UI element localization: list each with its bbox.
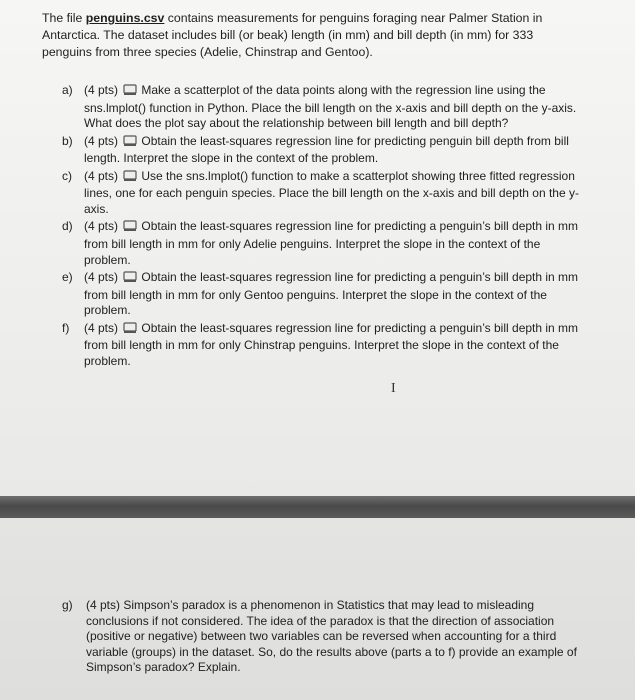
text-cursor-icon: I [391, 381, 396, 396]
question-text: Obtain the least-squares regression line for predicting penguin bill depth from bill length. Interpret the slope in the context of the problem. [84, 133, 569, 166]
question-text: Obtain the least-squares regression line for predicting a penguin’s bill depth in mm from bill length in mm for only Adelie penguins. Interpret the slope in the context of the problem. [84, 219, 579, 267]
question-points: (4 pts) [84, 270, 119, 285]
intro-text-after: contains measurements for penguins foraging near Palmer Station in Antarctica. The dataset includes bill (or beak) length (in mm) and bill depth (in mm) for 333 penguins from three species (Adelie, Chinstrap and Gentoo). [42, 11, 543, 59]
question-g [62, 598, 582, 676]
comment-icon[interactable] [123, 170, 137, 187]
question-body [84, 270, 587, 319]
comment-icon[interactable] [123, 271, 137, 288]
comment-icon[interactable] [123, 135, 137, 152]
question-letter: d) [62, 219, 73, 234]
question-d [62, 219, 587, 268]
intro-text-before: The file [42, 11, 86, 25]
question-b [62, 134, 587, 167]
comment-icon[interactable] [123, 220, 137, 237]
question-text: (4 pts) Simpson’s paradox is a phenomenon in Statistics that may lead to misleading conclusions if not considered. The idea of the paradox is that the direction of association (positive or negative) between two variables can be reversed when accounting for a third variable (groups) in the dataset. So, do the results above (parts a to f) provide an example of Simpson’s paradox? Explain. [86, 598, 577, 675]
question-body [84, 134, 587, 167]
question-body [84, 219, 587, 268]
question-text: Use the sns.lmplot() function to make a scatterplot showing three fitted regression lines, one for each penguin species. Place the bill length on the x-axis and bill depth on the y-axis. [84, 168, 579, 216]
question-a [62, 83, 587, 132]
question-points: (4 pts) [84, 219, 119, 234]
filename-link[interactable]: penguins.csv [85, 11, 165, 25]
question-points: (4 pts) [84, 133, 119, 148]
question-body [84, 83, 587, 132]
question-body [84, 169, 587, 218]
question-text: Make a scatterplot of the data points along with the regression line using the sns.lmplot() function in Python. Place the bill length on the x-axis and bill depth on the y-axis. What does the plot say about the relationship between bill length and bill depth? [84, 83, 577, 131]
question-list [62, 83, 587, 371]
question-text: Obtain the least-squares regression line for predicting a penguin’s bill depth in mm from bill length in mm for only Gentoo penguins. Interpret the slope in the context of the problem. [84, 270, 579, 318]
question-letter: e) [62, 270, 73, 285]
question-text: Obtain the least-squares regression line for predicting a penguin’s bill depth in mm from bill length in mm for only Chinstrap penguins. Interpret the slope in the context of the problem. [84, 320, 579, 368]
question-letter: c) [62, 168, 72, 183]
intro-paragraph [42, 10, 572, 61]
question-letter: a) [62, 83, 73, 97]
question-points: (4 pts) [84, 320, 119, 335]
question-points: (4 pts) [84, 83, 119, 97]
question-letter: g) [62, 598, 73, 612]
question-points: (4 pts) [84, 168, 119, 183]
question-letter: f) [62, 320, 70, 335]
question-letter: b) [62, 133, 73, 148]
comment-icon[interactable] [123, 84, 137, 101]
question-e [62, 270, 587, 319]
question-f [62, 321, 587, 370]
question-c [62, 169, 587, 218]
page-divider [0, 496, 635, 518]
comment-icon[interactable] [123, 322, 137, 339]
question-body [84, 321, 587, 370]
